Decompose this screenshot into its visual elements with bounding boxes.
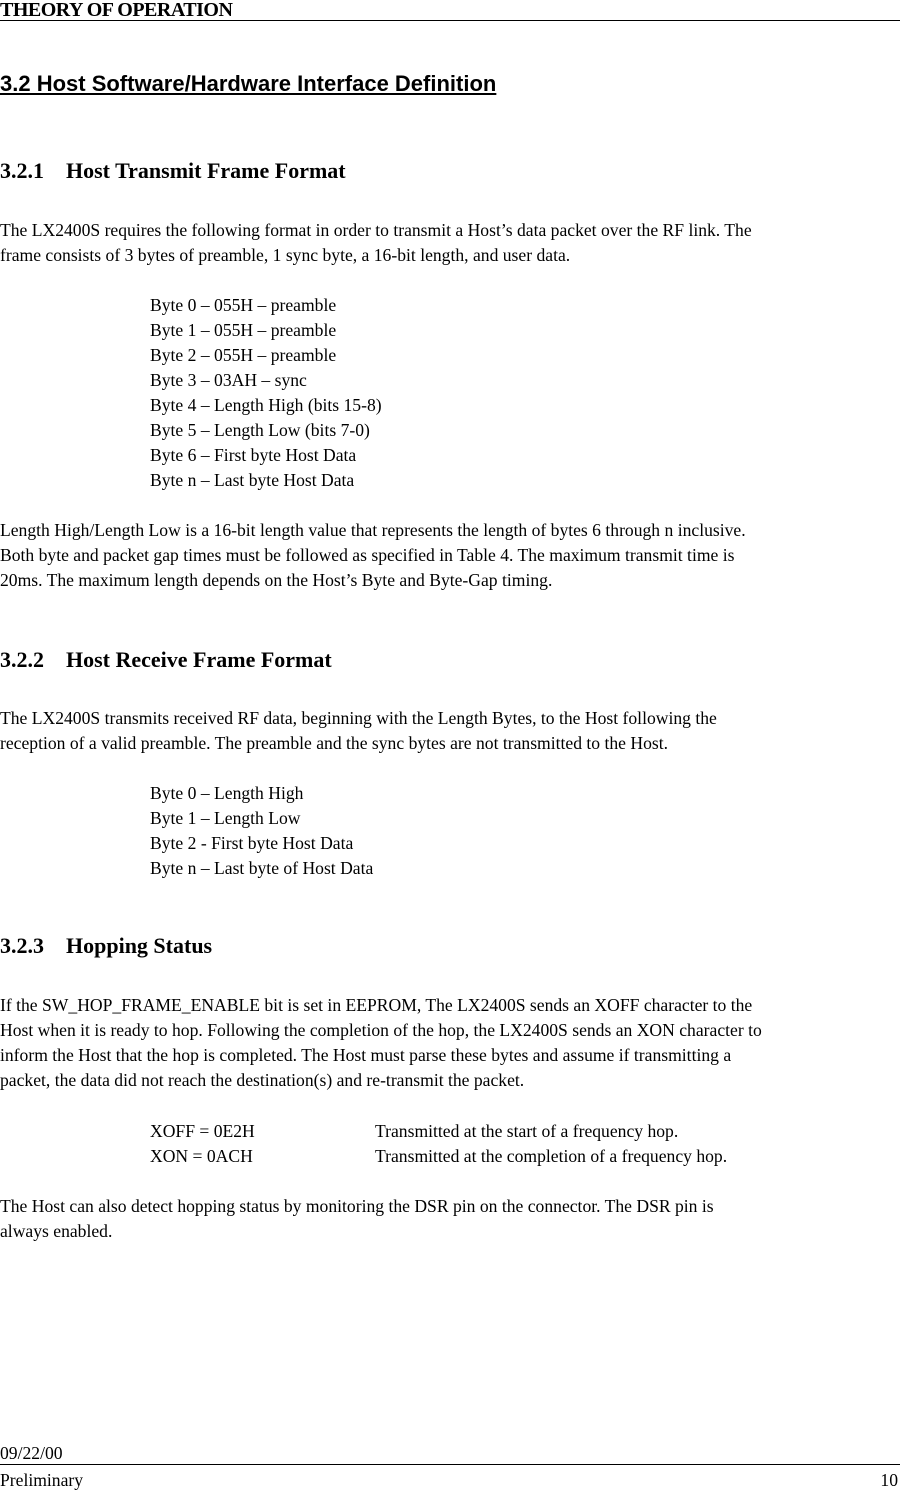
subsection-number: 3.2.3 [0, 933, 44, 958]
subsection-heading: Host Transmit Frame Format [66, 158, 346, 183]
xoff-description: Transmitted at the start of a frequency hop. [375, 1121, 679, 1141]
paragraph-line: Host when it is ready to hop. Following the completion of the hop, the LX2400S sends an XON character to [0, 1020, 762, 1040]
list-item: Byte 0 – 055H – preamble [150, 295, 337, 315]
subsection-heading: Host Receive Frame Format [66, 647, 332, 672]
list-item: Byte n – Last byte Host Data [150, 470, 355, 490]
paragraph-line: packet, the data did not reach the destination(s) and re-transmit the packet. [0, 1070, 525, 1090]
footer-date: 09/22/00 [0, 1443, 63, 1463]
subsection-number: 3.2.2 [0, 647, 44, 672]
list-item: Byte 5 – Length Low (bits 7-0) [150, 420, 370, 440]
header-rule [0, 20, 900, 21]
transmit-intro-paragraph [0, 218, 900, 268]
receive-intro-paragraph [0, 706, 900, 756]
xoff-label: XOFF = 0E2H [150, 1121, 255, 1141]
list-item: Byte 0 – Length High [150, 783, 304, 803]
xon-row [150, 1144, 727, 1169]
paragraph-line: inform the Host that the hop is completed. The Host must parse these bytes and assume if transmitting a [0, 1045, 732, 1065]
hopping-note-paragraph [0, 1194, 900, 1244]
xon-label: XON = 0ACH [150, 1146, 253, 1166]
section-title: 3.2 Host Software/Hardware Interface Definition [0, 71, 497, 96]
paragraph-line: Both byte and packet gap times must be followed as specified in Table 4. The maximum transmit time is [0, 545, 735, 565]
list-item: Byte 6 – First byte Host Data [150, 445, 357, 465]
paragraph-line: reception of a valid preamble. The preamble and the sync bytes are not transmitted to the Host. [0, 733, 669, 753]
transmit-note-paragraph [0, 518, 900, 593]
subsection-title-3-2-1 [0, 158, 346, 184]
paragraph-line: Length High/Length Low is a 16-bit length value that represents the length of bytes 6 through n inclusive. [0, 520, 746, 540]
receive-byte-list [150, 781, 373, 881]
subsection-number: 3.2.1 [0, 158, 44, 183]
paragraph-line: frame consists of 3 bytes of preamble, 1 sync byte, a 16-bit length, and user data. [0, 245, 571, 265]
paragraph-line: 20ms. The maximum length depends on the Host’s Byte and Byte-Gap timing. [0, 570, 553, 590]
paragraph-line: If the SW_HOP_FRAME_ENABLE bit is set in EEPROM, The LX2400S sends an XOFF character to the [0, 995, 753, 1015]
xon-description: Transmitted at the completion of a frequency hop. [375, 1146, 728, 1166]
paragraph-line: always enabled. [0, 1221, 113, 1241]
page-number: 10 [880, 1470, 898, 1490]
paragraph-line: The Host can also detect hopping status by monitoring the DSR pin on the connector. The DSR pin is [0, 1196, 714, 1216]
running-header: THEORY OF OPERATION [0, 0, 233, 21]
list-item: Byte 1 – Length Low [150, 808, 301, 828]
footer-status: Preliminary [0, 1470, 84, 1490]
list-item: Byte 2 - First byte Host Data [150, 833, 354, 853]
paragraph-line: The LX2400S requires the following format in order to transmit a Host’s data packet over the RF link. The [0, 220, 752, 240]
transmit-byte-list [150, 293, 382, 493]
list-item: Byte 4 – Length High (bits 15-8) [150, 395, 382, 415]
xoff-row [150, 1119, 678, 1144]
hopping-intro-paragraph [0, 993, 900, 1093]
list-item: Byte 1 – 055H – preamble [150, 320, 337, 340]
subsection-title-3-2-3 [0, 933, 212, 959]
list-item: Byte 3 – 03AH – sync [150, 370, 307, 390]
subsection-title-3-2-2 [0, 647, 332, 673]
footer-rule [0, 1464, 900, 1465]
paragraph-line: The LX2400S transmits received RF data, beginning with the Length Bytes, to the Host following the [0, 708, 717, 728]
list-item: Byte n – Last byte of Host Data [150, 858, 374, 878]
list-item: Byte 2 – 055H – preamble [150, 345, 337, 365]
subsection-heading: Hopping Status [66, 933, 213, 958]
